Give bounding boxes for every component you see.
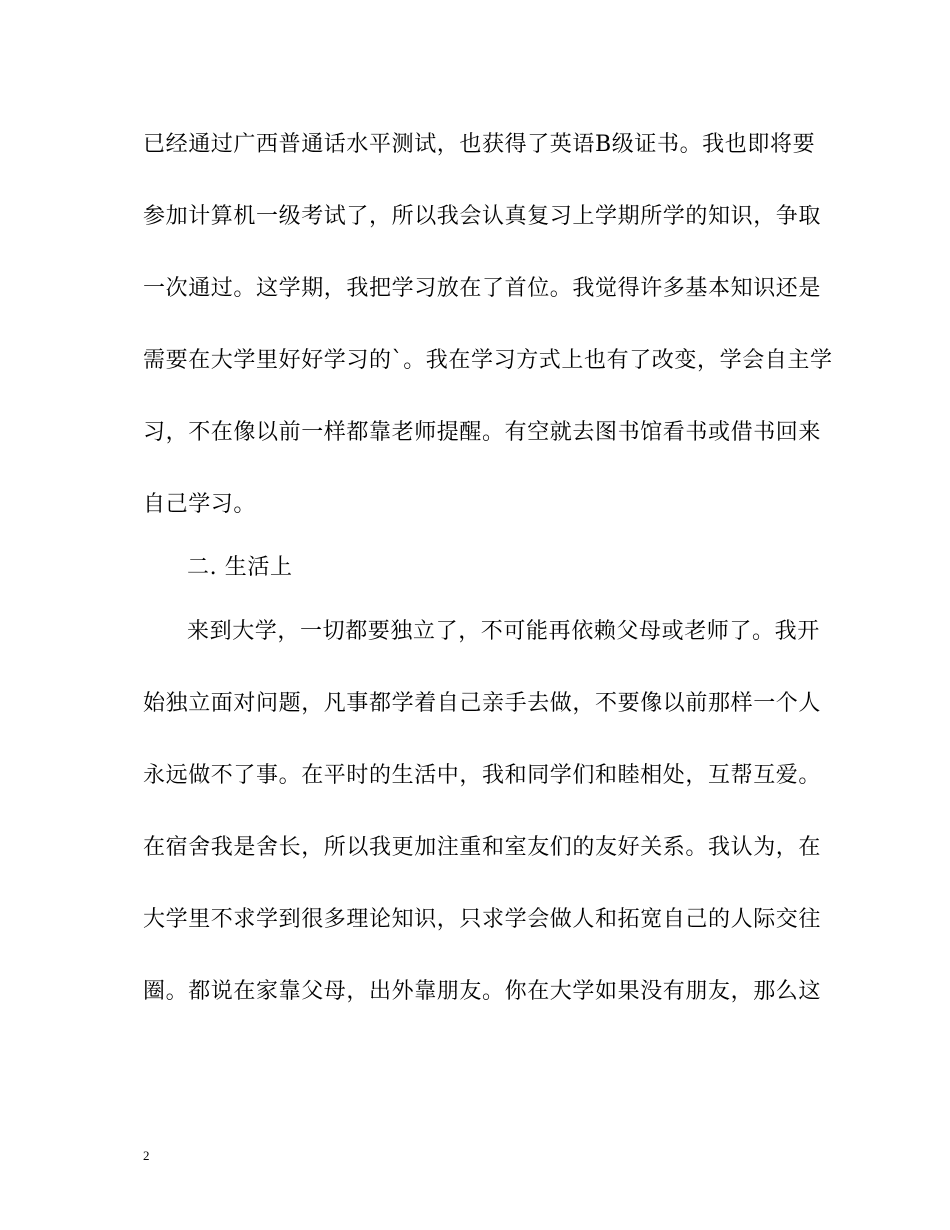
- paragraph-line: 需要在大学里好好学习的`。我在学习方式上也有了改变，学会自主学: [143, 348, 833, 373]
- paragraph-line: 自己学习。: [143, 492, 257, 517]
- paragraph-line: 大学里不求学到很多理论知识，只求学会做人和拓宽自己的人际交往: [143, 907, 822, 932]
- paragraph-line: 始独立面对问题，凡事都学着自己亲手去做，不要像以前那样一个人: [143, 691, 822, 716]
- paragraph-line: 来到大学，一切都要独立了，不可能再依赖父母或老师了。我开: [187, 619, 820, 644]
- paragraph-line: 圈。都说在家靠父母，出外靠朋友。你在大学如果没有朋友，那么这: [143, 979, 822, 1004]
- paragraph-line: 在宿舍我是舍长，所以我更加注重和室友们的友好关系。我认为，在: [143, 835, 822, 860]
- page-number: 2: [143, 1148, 150, 1163]
- section-heading: 二. 生活上: [187, 555, 293, 580]
- paragraph-line: 习，不在像以前一样都靠老师提醒。有空就去图书馆看书或借书回来: [143, 420, 822, 445]
- paragraph-line: 一次通过。这学期，我把学习放在了首位。我觉得许多基本知识还是: [143, 276, 822, 301]
- paragraph-line: 永远做不了事。在平时的生活中，我和同学们和睦相处，互帮互爱。: [143, 763, 822, 788]
- paragraph-line: 参加计算机一级考试了，所以我会认真复习上学期所学的知识，争取: [143, 204, 822, 229]
- paragraph-line: 已经通过广西普通话水平测试，也获得了英语B级证书。我也即将要: [143, 132, 816, 157]
